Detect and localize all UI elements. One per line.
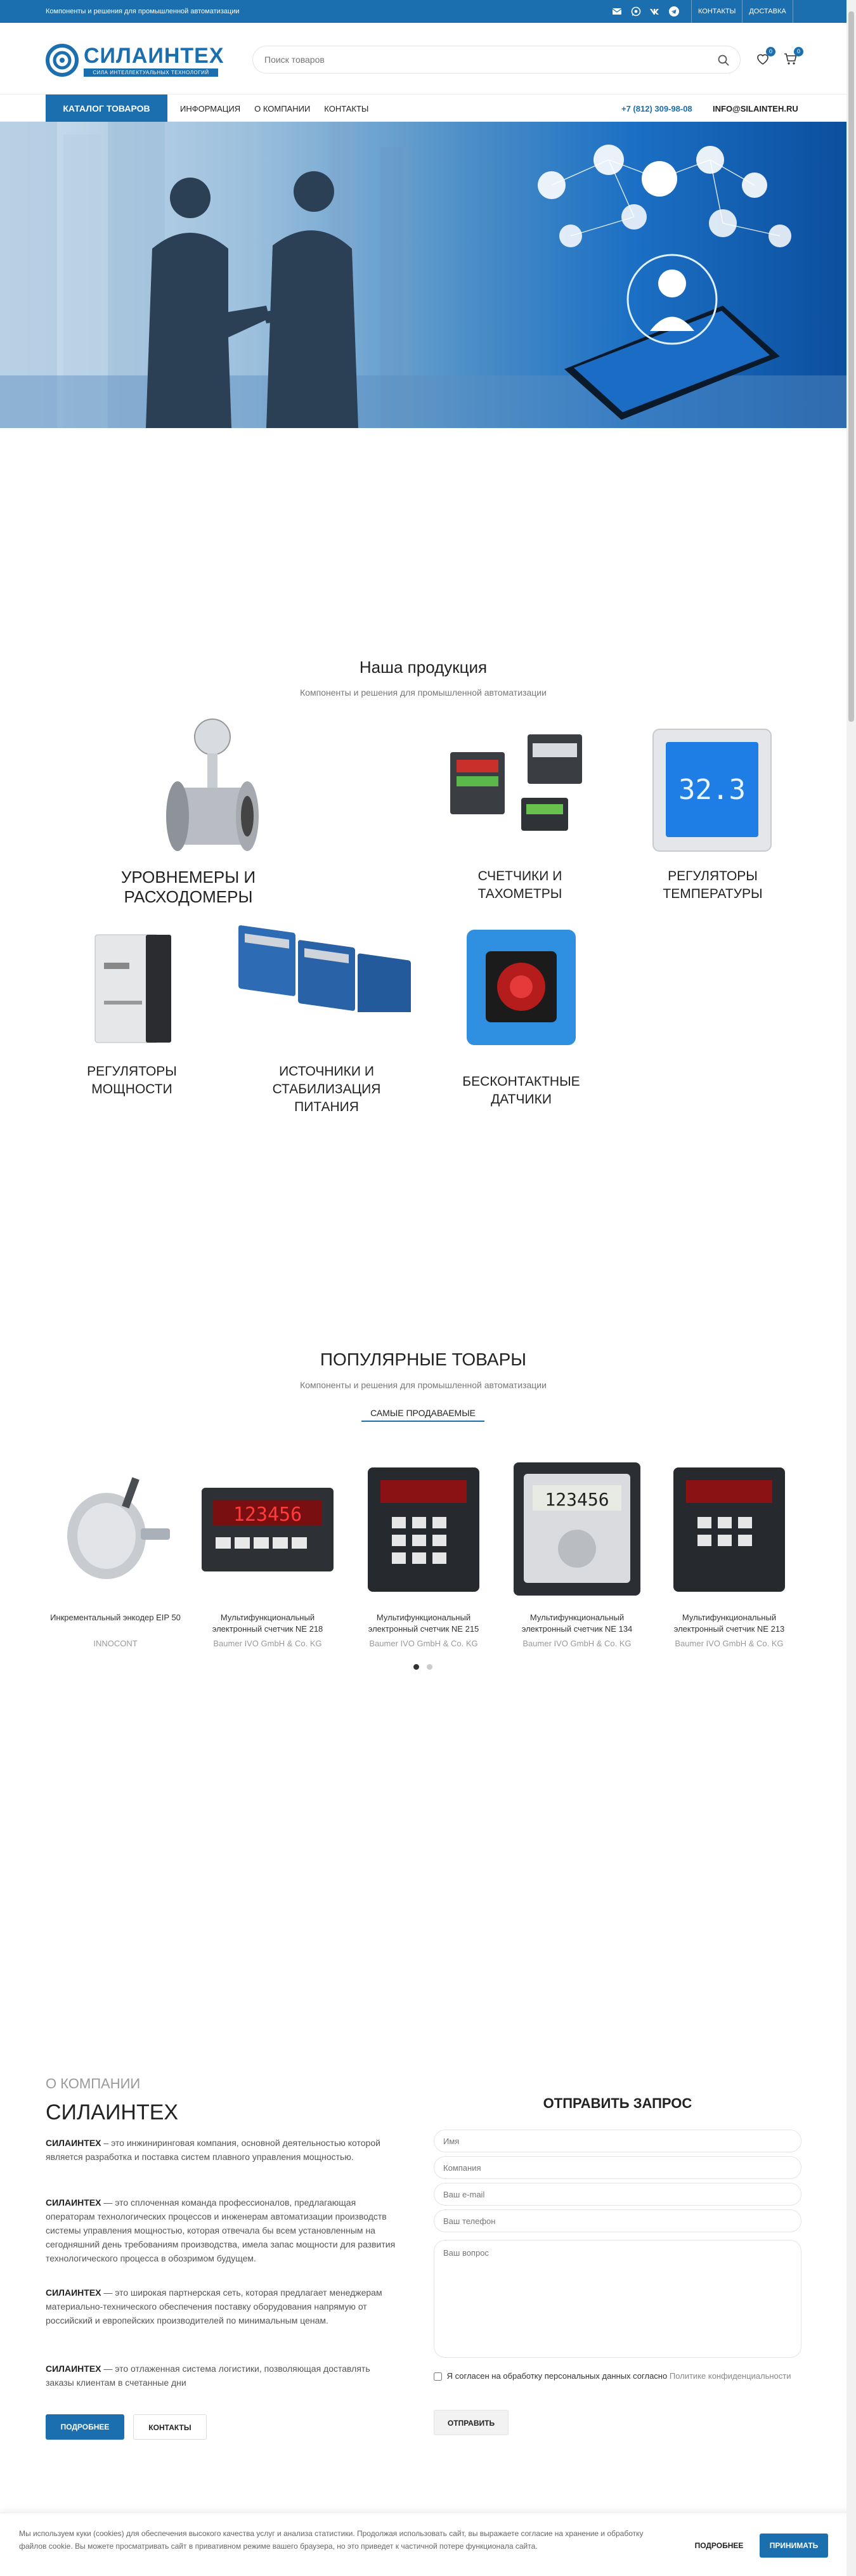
carousel-dot[interactable] xyxy=(427,1664,432,1670)
logo-mark xyxy=(46,44,79,77)
product-title[interactable]: Мультифункциональный электронный счетчик NE 134 xyxy=(521,1613,633,1634)
main-nav xyxy=(0,94,856,122)
product-brand[interactable]: Baumer IVO GmbH & Co. KG xyxy=(522,1639,632,1648)
product-image-ne215 xyxy=(354,1460,493,1599)
product-brand[interactable]: Baumer IVO GmbH & Co. KG xyxy=(675,1639,784,1648)
carousel-dot-active[interactable] xyxy=(413,1664,419,1670)
tab-bestsellers[interactable]: САМЫЕ ПРОДАВАЕМЫЕ xyxy=(361,1408,484,1422)
message-field[interactable] xyxy=(434,2240,801,2358)
thermostat-display: 32.3 xyxy=(678,774,746,806)
about-paragraph: СИЛАИНТЕХ — это сплоченная команда профессионалов, предлагающая операторам технологических процессов и инженерам автоматизации производств системы управления мощностью, которая отвечала бы всем установленным на сегодняшний день требованиям производства, имела запас мощности для развития технологического процесса в обозримом будущем. xyxy=(46,2197,396,2263)
nav-item-about[interactable]: О КОМПАНИИ xyxy=(254,103,311,114)
logo-tagline: СИЛА ИНТЕЛЛЕКТУАЛЬНЫХ ТЕХНОЛОГИЙ xyxy=(84,68,218,77)
submit-button[interactable]: ОТПРАВИТЬ xyxy=(434,2410,509,2435)
top-link-contacts[interactable]: КОНТАКТЫ xyxy=(692,0,743,23)
scrollbar[interactable] xyxy=(846,0,856,2576)
consent-text: Я согласен на обработку персональных данных согласно xyxy=(446,2371,668,2381)
product-brand[interactable]: Baumer IVO GmbH & Co. KG xyxy=(369,1639,478,1648)
logo-wordmark: СИЛАИНТЕХ xyxy=(84,44,224,68)
flowmeter-image xyxy=(165,718,260,864)
consent-row xyxy=(434,2369,801,2383)
header xyxy=(0,23,856,94)
sensor-image xyxy=(463,926,580,1049)
top-link-delivery[interactable]: ДОСТАВКА xyxy=(743,0,793,23)
product-brand[interactable]: Baumer IVO GmbH & Co. KG xyxy=(213,1639,322,1648)
category-label: РЕГУЛЯТОРЫ МОЩНОСТИ xyxy=(87,1064,177,1096)
product-image-ne134 xyxy=(507,1460,647,1599)
cookie-text: Мы используем куки (cookies) для обеспечения высокого качества услуг и анализа статистики. Продолжая использовать сайт, вы выражаете согласие на хранение и обработку файлов cookie. Вы можете просматривать сайт в привативном режиме вашего браузера, но это приведет к частичной потере функционала сайта. xyxy=(19,2529,644,2551)
mail-icon[interactable] xyxy=(611,6,623,17)
nav-item-contacts[interactable]: КОНТАКТЫ xyxy=(324,103,369,114)
top-bar-tagline: Компоненты и решения для промышленной автоматизации xyxy=(46,8,240,15)
product-title[interactable]: Мультифункциональный электронный счетчик NE 213 xyxy=(673,1613,785,1634)
consent-checkbox[interactable] xyxy=(434,2372,442,2381)
cookie-more-button[interactable]: ПОДРОБНЕЕ xyxy=(694,2541,744,2550)
cart-count: 0 xyxy=(794,47,803,56)
power-supply-image xyxy=(236,922,413,1012)
product-display: 123456 xyxy=(233,1504,302,1526)
about-brand: СИЛАИНТЕХ xyxy=(46,2138,101,2148)
social-icons xyxy=(611,6,680,17)
cart-button[interactable] xyxy=(782,48,800,67)
request-title: ОТПРАВИТЬ ЗАПРОС xyxy=(543,2095,692,2111)
about-more-button[interactable]: ПОДРОБНЕЕ xyxy=(46,2414,124,2440)
top-links xyxy=(691,0,793,23)
popular-title: ПОПУЛЯРНЫЕ ТОВАРЫ xyxy=(320,1350,527,1369)
product-title[interactable]: Мультифункциональный электронный счетчик NE 215 xyxy=(368,1613,479,1634)
product-image-ne213 xyxy=(659,1460,799,1599)
about-contacts-button[interactable]: КОНТАКТЫ xyxy=(133,2414,207,2440)
category-label: СЧЕТЧИКИ И ТАХОМЕТРЫ xyxy=(477,869,562,901)
product-image-ne218 xyxy=(198,1460,337,1599)
product-brand[interactable]: INNOCONT xyxy=(93,1639,138,1648)
catalog-button[interactable]: КАТАЛОГ ТОВАРОВ xyxy=(46,94,167,122)
category-label: ИСТОЧНИКИ И СТАБИЛИЗАЦИЯ ПИТАНИЯ xyxy=(272,1064,381,1114)
category-label: РЕГУЛЯТОРЫ ТЕМПЕРАТУРЫ xyxy=(663,869,763,901)
product-title[interactable]: Мультифункциональный электронный счетчик NE 218 xyxy=(212,1613,323,1634)
email-link[interactable]: INFO@SILAINTEH.RU xyxy=(713,104,798,114)
product-title[interactable]: Инкрементальный энкодер EIP 50 xyxy=(50,1613,181,1622)
whatsapp-icon[interactable] xyxy=(630,6,642,17)
phone-link[interactable]: +7 (812) 309-98-08 xyxy=(621,104,692,114)
carousel-dots xyxy=(413,1664,432,1670)
about-eyebrow: О КОМПАНИИ xyxy=(46,2076,141,2091)
search-icon[interactable] xyxy=(717,54,730,67)
popular-subtitle: Компоненты и решения для промышленной автоматизации xyxy=(300,1380,547,1390)
nav-item-info[interactable]: ИНФОРМАЦИЯ xyxy=(180,103,241,114)
product-display: 123456 xyxy=(545,1489,609,1510)
phone-field[interactable] xyxy=(434,2209,801,2232)
products-title: Наша продукция xyxy=(359,658,488,677)
wishlist-button[interactable] xyxy=(755,48,772,67)
name-field[interactable] xyxy=(434,2130,801,2152)
about-brand: СИЛАИНТЕХ xyxy=(46,2364,101,2374)
product-image-encoder xyxy=(46,1460,185,1599)
power-regulator-image xyxy=(89,931,178,1046)
wishlist-count: 0 xyxy=(766,47,775,56)
privacy-policy-link[interactable]: Политике конфиденциальности xyxy=(669,2371,791,2381)
about-brand: СИЛАИНТЕХ xyxy=(46,2287,101,2298)
counters-image xyxy=(445,734,588,836)
company-field[interactable] xyxy=(434,2156,801,2179)
about-paragraph: СИЛАИНТЕХ — это широкая партнерская сеть, которая предлагает менеджерам материально-технического обеспечения поставку оборудования напрямую от российский и европейских производителей по минимальным ценам. xyxy=(46,2287,382,2326)
top-bar xyxy=(0,0,856,23)
about-paragraph: СИЛАИНТЕХ – это инжиниринговая компания, основной деятельностью которой является разработка и поставка систем плавного управления мощностью. xyxy=(46,2138,380,2162)
scrollbar-thumb[interactable] xyxy=(848,11,854,722)
vk-icon[interactable] xyxy=(649,6,661,17)
email-field[interactable] xyxy=(434,2183,801,2206)
products-subtitle: Компоненты и решения для промышленной автоматизации xyxy=(300,687,547,698)
about-title: СИЛАИНТЕХ xyxy=(46,2100,179,2124)
about-paragraph: СИЛАИНТЕХ — это отлаженная система логистики, позволяющая доставлять заказы клиентам в счетанные дни xyxy=(46,2364,370,2388)
cookie-accept-button[interactable]: ПРИНИМАТЬ xyxy=(760,2534,828,2558)
search-input[interactable] xyxy=(264,53,696,67)
telegram-icon[interactable] xyxy=(668,6,680,17)
hero-banner[interactable] xyxy=(0,122,846,428)
hero-image xyxy=(0,122,846,428)
category-label: УРОВНЕМЕРЫ И РАСХОДОМЕРЫ xyxy=(120,868,256,906)
category-label: БЕСКОНТАКТНЫЕ ДАТЧИКИ xyxy=(462,1074,580,1107)
thermostat-image xyxy=(652,728,772,852)
nav-menu xyxy=(180,94,368,122)
cookie-banner xyxy=(0,2513,856,2576)
about-brand: СИЛАИНТЕХ xyxy=(46,2197,101,2208)
site-logo[interactable] xyxy=(46,44,224,77)
search-box xyxy=(252,46,741,74)
